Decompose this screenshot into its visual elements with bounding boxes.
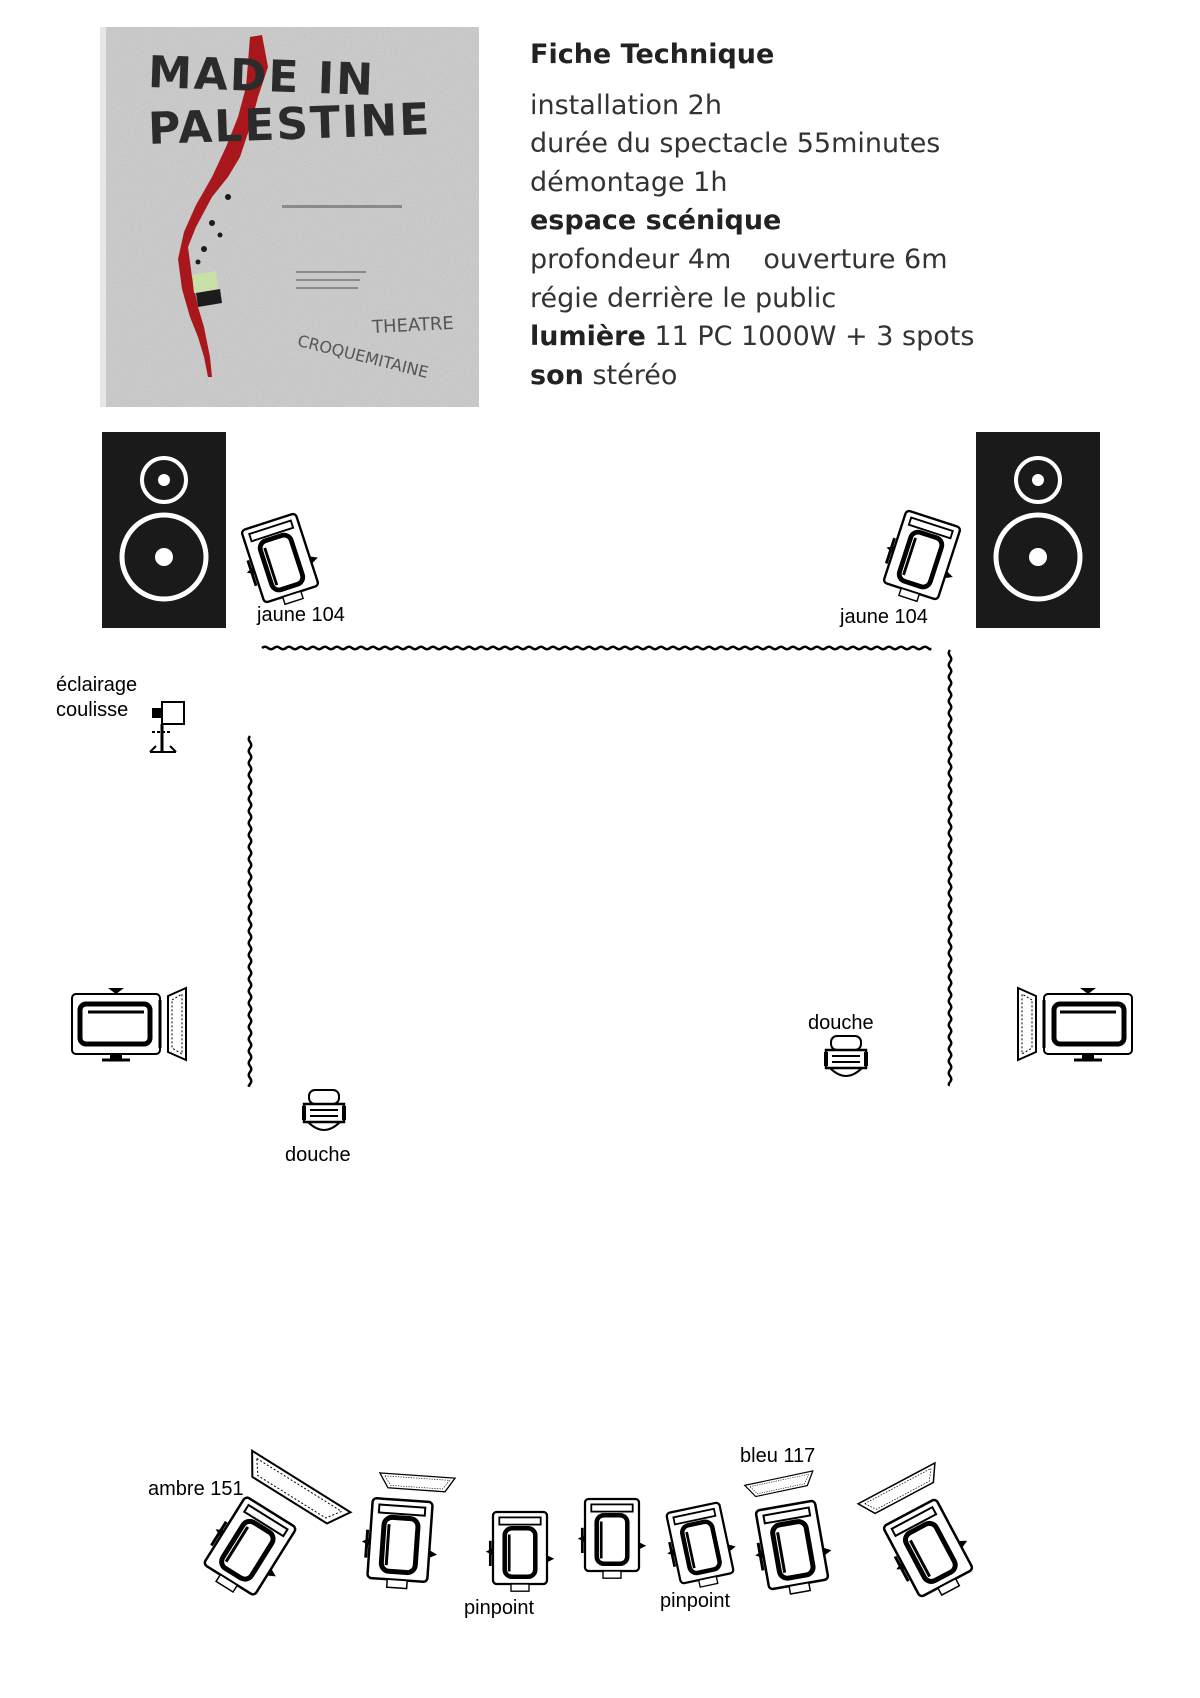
- shutter-2-icon: [379, 1473, 455, 1493]
- right-curtain: [949, 650, 952, 1085]
- label-ambre: ambre 151: [148, 1478, 244, 1500]
- pc-foh-pinpoint-2-icon: [659, 1501, 742, 1593]
- side-light-right-icon: [1018, 988, 1132, 1060]
- douche-right-icon: [824, 1036, 868, 1076]
- label-jaune-left: jaune 104: [257, 604, 345, 626]
- pc-upstage-left-icon: [234, 511, 329, 613]
- sound-label: son: [530, 359, 584, 391]
- stage-space-label: espace scénique: [530, 205, 782, 237]
- pc-foh-3-icon: [578, 1499, 646, 1578]
- poster-theatre: THEATRE: [371, 312, 455, 339]
- pc-foh-pinpoint-1-icon: [486, 1512, 554, 1591]
- control-position: régie derrière le public: [530, 282, 837, 314]
- dismantle-time: démontage 1h: [530, 166, 728, 198]
- label-bleu: bleu 117: [740, 1445, 816, 1467]
- back-curtain: [262, 647, 930, 650]
- pc-upstage-right-icon: [874, 508, 969, 610]
- shutter-3-icon: [745, 1471, 816, 1498]
- backstage-light-icon: [150, 702, 184, 752]
- label-pinpoint-left: pinpoint: [464, 1597, 535, 1619]
- label-douche-left: douche: [285, 1144, 351, 1166]
- stage-opening: ouverture 6m: [763, 243, 948, 275]
- sound-value: stéréo: [592, 359, 678, 391]
- speaker-right-icon: [976, 432, 1100, 628]
- pc-foh-5-icon: [876, 1495, 984, 1608]
- side-light-left-icon: [72, 988, 186, 1060]
- label-douche-right: douche: [808, 1012, 874, 1034]
- douche-left-icon: [302, 1090, 346, 1130]
- label-eclairage: éclairage: [56, 674, 138, 696]
- lighting-value: 11 PC 1000W + 3 spots: [654, 321, 975, 353]
- stage-depth: profondeur 4m: [530, 243, 732, 275]
- poster-company: CROQUEMITAINE: [295, 331, 431, 382]
- pc-foh-2-icon: [359, 1497, 441, 1590]
- left-curtain: [249, 736, 252, 1086]
- speaker-left-icon: [102, 432, 226, 628]
- poster-title-line1: MADE IN: [147, 47, 376, 106]
- poster-title-line2: PALESTINE: [147, 94, 433, 155]
- pc-foh-4-icon: [748, 1499, 838, 1599]
- show-duration: durée du spectacle 55minutes: [530, 128, 941, 160]
- label-coulisse: coulisse: [56, 699, 129, 721]
- installation-time: installation 2h: [530, 89, 722, 121]
- label-pinpoint-right: pinpoint: [660, 1590, 731, 1612]
- tech-sheet-heading: Fiche Technique: [530, 39, 775, 70]
- label-jaune-right: jaune 104: [840, 606, 928, 628]
- pc-foh-1-icon: [192, 1492, 303, 1607]
- lighting-label: lumière: [530, 321, 646, 353]
